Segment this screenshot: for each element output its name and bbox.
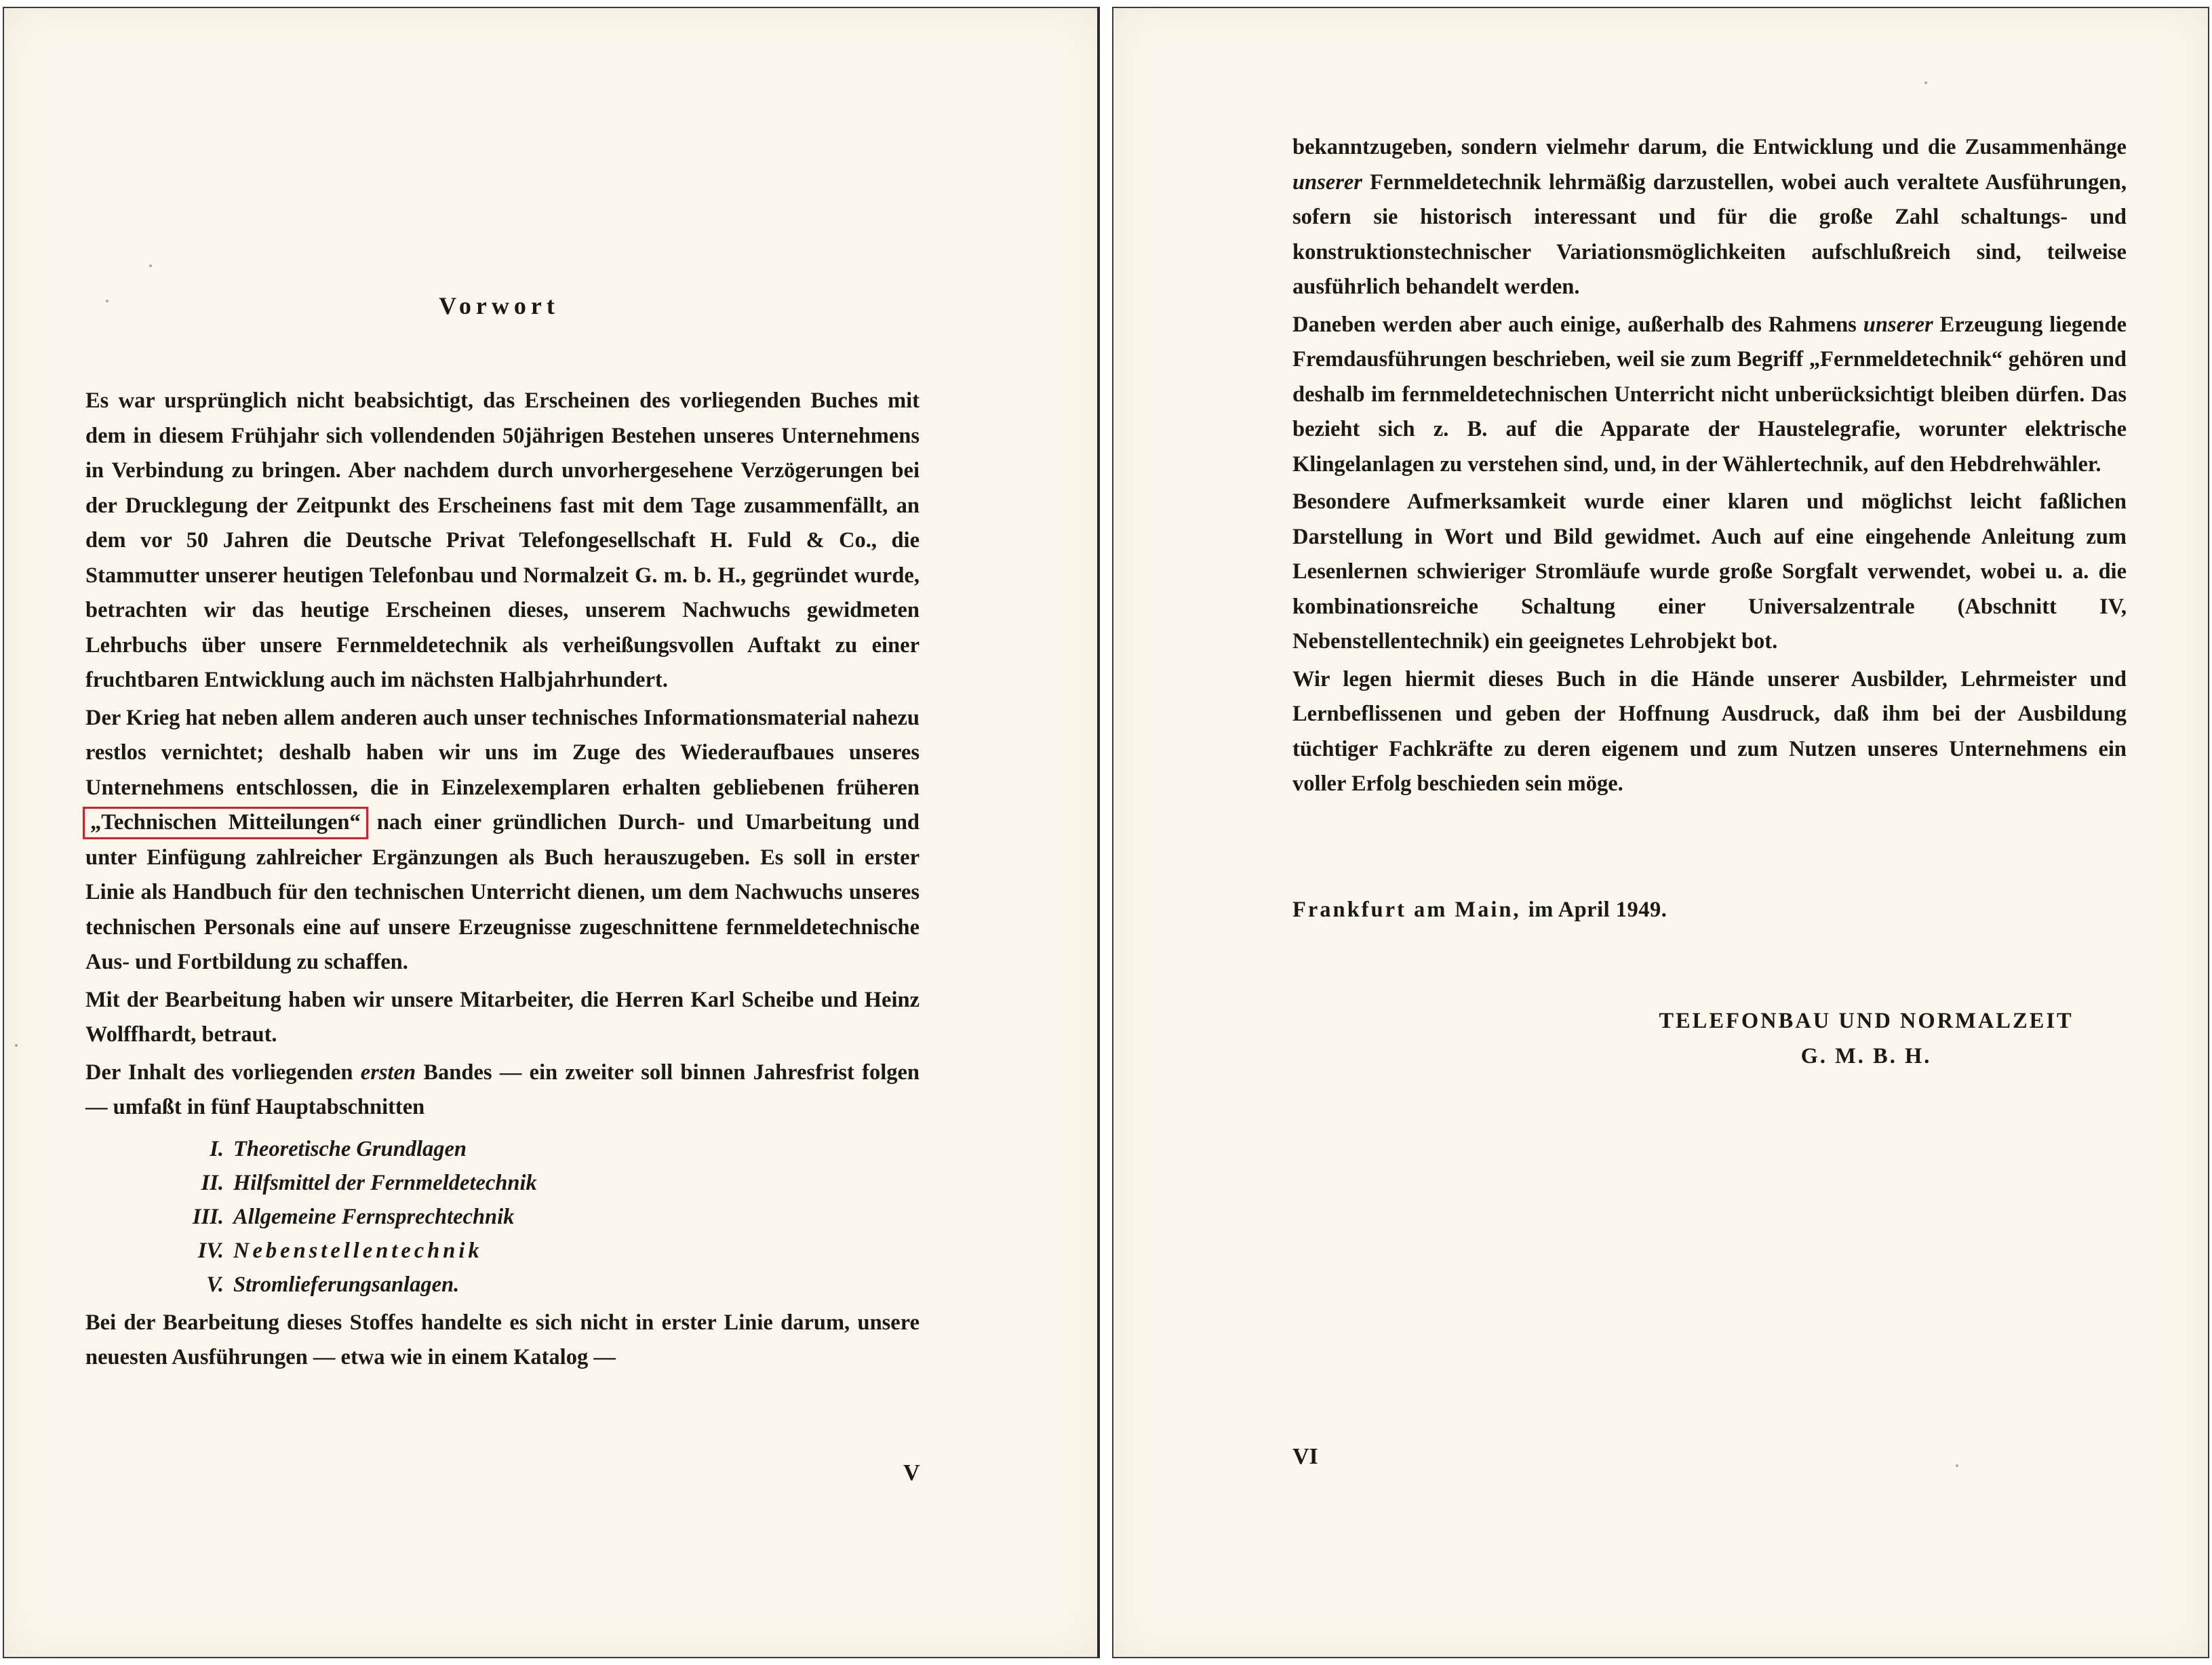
section-title: Theoretische Grundlagen — [233, 1136, 467, 1161]
paragraph-1 — [1292, 130, 2127, 305]
company-name: TELEFONBAU UND NORMALZEIT — [1659, 1009, 2074, 1033]
section-list — [85, 1132, 920, 1302]
section-item — [85, 1200, 920, 1234]
paragraph-4 — [85, 1056, 920, 1125]
paragraph-4-start: Der Inhalt des vorliegenden — [85, 1060, 361, 1085]
paragraph-2-end: Erzeugung liegende Fremdausführungen beschrieben, weil sie zum Begriff „Fernmeldetechnik“ gehören und deshalb im fernmeldetechnischen Unterricht nicht unberücksichtigt bleiben dürfen. Das bezieht sich z. B. auf die Apparate der Haustelegrafie, worunter elektrische Klingelanlagen zu verstehen sind, und, in der Wählertechnik, auf den Hebdrehwähler. — [1292, 312, 2127, 477]
emphasis-unserer: unserer — [1863, 312, 1933, 337]
section-item — [85, 1166, 920, 1200]
section-number: III. — [192, 1204, 224, 1229]
place-and-date — [1292, 898, 1667, 923]
paper-speck — [15, 1044, 18, 1047]
section-title: Nebenstellentechnik — [233, 1238, 483, 1263]
emphasis-ersten: ersten — [360, 1060, 416, 1085]
page-number: V — [903, 1460, 920, 1485]
company-signature — [1561, 1003, 2171, 1074]
left-text-block — [85, 384, 920, 1378]
highlighted-phrase: „Technischen Mitteilungen“ — [83, 807, 368, 839]
paper-speck — [106, 300, 108, 302]
section-number: IV. — [197, 1238, 224, 1263]
paragraph-4-end: Bandes — ein zweiter soll binnen Jahresfrist folgen — umfaßt in fünf Hauptabschnitten — [85, 1060, 920, 1119]
section-number: II. — [201, 1170, 224, 1195]
paper-speck — [1956, 1464, 1958, 1467]
paragraph-4: Wir legen hiermit dieses Buch in die Hände unserer Ausbilder, Lehrmeister und Lernbeflissenen und geben der Hoffnung Ausdruck, daß ihm bei der Ausbildung tüchtiger Fachkräfte zu deren eigenem und zum Nutzen unseres Unternehmens ein voller Erfolg beschieden sein möge. — [1292, 666, 2127, 796]
section-title: Hilfsmittel der Fernmeldetechnik — [233, 1170, 537, 1195]
section-title: Stromlieferungsanlagen. — [233, 1272, 460, 1297]
paragraph-2-start: Der Krieg hat neben allem anderen auch unser technisches Informationsmaterial nahezu restlos vernichtet; deshalb haben wir uns im Zuge des Wiederaufbaues unseres Unternehmens entschlossen, die in Einzelexemplaren erhalten gebliebenen früheren — [85, 705, 920, 800]
right-text-block — [1292, 130, 2127, 805]
paragraph-1-start: bekanntzugeben, sondern vielmehr darum, die Entwicklung und die Zusammenhänge — [1292, 135, 2127, 159]
section-number: I. — [210, 1136, 224, 1161]
paragraph-1: Es war ursprünglich nicht beabsichtigt, das Erscheinen des vorliegenden Buches mit dem in diesem Frühjahr sich vollendenden 50jährigen Bestehen unseres Unternehmens in Verbindung zu bringen. Aber nachdem durch unvorhergesehene Verzögerungen bei der Drucklegung der Zeitpunkt des Erscheinens fast mit dem Tage zusammenfällt, an dem vor 50 Jahren die Deutsche Privat Telefongesellschaft H. Fuld & Co., die Stammutter unserer heutigen Telefonbau und Normalzeit G. m. b. H., gegründet wurde, betrachten wir das heutige Erscheinen dieses, unserem Nachwuchs gewidmeten Lehrbuchs über unsere Fernmeldetechnik als verheißungsvollen Auftakt zu einer fruchtbaren Entwicklung auch im nächsten Halbjahrhundert. — [85, 388, 920, 692]
section-item — [85, 1132, 920, 1166]
page-number: VI — [1292, 1444, 1318, 1469]
paragraph-3: Mit der Bearbeitung haben wir unsere Mitarbeiter, die Herren Karl Scheibe und Heinz Wolffhardt, betraut. — [85, 987, 920, 1047]
place: Frankfurt am Main, — [1292, 898, 1521, 922]
paragraph-2 — [85, 701, 920, 980]
paper-speck — [1924, 81, 1927, 84]
paragraph-2 — [1292, 308, 2127, 483]
paragraph-2-start: Daneben werden aber auch einige, außerhalb des Rahmens — [1292, 312, 1863, 337]
section-item — [85, 1268, 920, 1302]
emphasis-unserer: unserer — [1292, 169, 1362, 195]
company-legal-form: G. M. B. H. — [1800, 1044, 1932, 1068]
section-title: Allgemeine Fernsprechtechnik — [233, 1204, 515, 1229]
paragraph-5: Bei der Bearbeitung dieses Stoffes handelte es sich nicht in erster Linie darum, unsere neuesten Ausführungen — etwa wie in einem Katalog — — [85, 1310, 920, 1369]
left-page — [3, 7, 1100, 1658]
paragraph-3: Besondere Aufmerksamkeit wurde einer klaren und möglichst leicht faßlichen Darstellung in Wort und Bild gewidmet. Auch auf eine eingehende Anleitung zum Lesenlernen schwieriger Stromläufe wurde große Sorgfalt verwendet, wobei u. a. die kombinationsreiche Schaltung einer Universalzentrale (Abschnitt IV, Nebenstellentechnik) ein geeignetes Lehrobjekt bot. — [1292, 489, 2127, 654]
right-page — [1112, 7, 2209, 1658]
section-number: V. — [206, 1272, 224, 1297]
paper-speck — [149, 264, 152, 267]
paragraph-1-end: Fernmeldetechnik lehrmäßig darzustellen, wobei auch veraltete Ausführungen, sofern sie historisch interessant und für die große Zahl schaltungs- und konstruktionstechnischer Variationsmöglichkeiten aufschlußreich sind, teilweise ausführlich behandelt werden. — [1292, 169, 2127, 299]
date: im April 1949. — [1528, 898, 1667, 922]
page-title: Vorwort — [439, 292, 559, 319]
section-item — [85, 1234, 920, 1268]
paragraph-2-end: nach einer gründlichen Durch- und Umarbeitung und unter Einfügung zahlreicher Ergänzungen als Buch herauszugeben. Es soll in erster Linie als Handbuch für den technischen Unterricht dienen, um dem Nachwuchs unseres technischen Personals eine auf unsere Erzeugnisse zugeschnittene fernmeldetechnische Aus- und Fortbildung zu schaffen. — [85, 810, 920, 974]
